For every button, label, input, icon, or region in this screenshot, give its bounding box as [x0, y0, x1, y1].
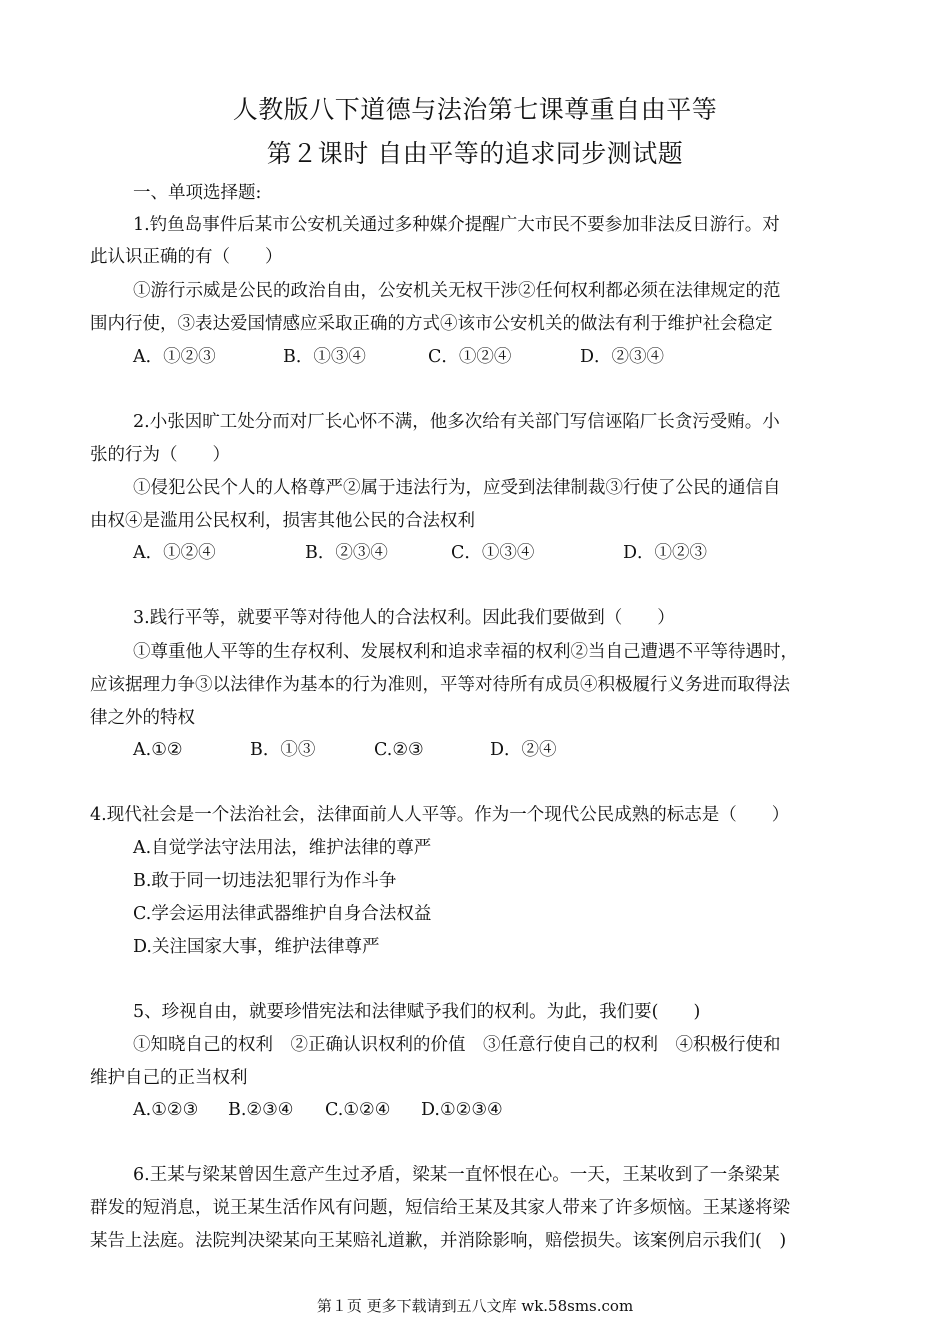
option-b: B．①③④ [283, 347, 366, 367]
option-d: D．①②③ [623, 543, 708, 563]
question-statements: 应该据理力争③以法律作为基本的行为准则，平等对待所有成员④积极履行义务进而取得法 [90, 675, 790, 695]
question-stem: 2.小张因旷工处分而对厂长心怀不满，他多次给有关部门写信诬陷厂长贪污受贿。小 [133, 412, 780, 432]
option-a: A.自觉学法守法用法，维护法律的尊严 [133, 838, 432, 858]
option-a: A．①②④ [133, 543, 216, 563]
option-b: B．①③ [250, 740, 316, 760]
document-subtitle: 第２课时 自由平等的追求同步测试题 [266, 139, 684, 168]
option-c: C.学会运用法律武器维护自身合法权益 [133, 904, 432, 924]
option-c: C．①③④ [451, 543, 535, 563]
question-statements: 维护自己的正当权利 [90, 1068, 248, 1088]
question-stem: 群发的短消息，说王某生活作风有问题，短信给王某及其家人带来了许多烦恼。王某遂将梁 [90, 1198, 790, 1218]
answer-options [133, 345, 870, 369]
option-d: D.关注国家大事，维护法律尊严 [133, 937, 380, 957]
question-stem: 此认识正确的有（ ） [90, 247, 283, 267]
document-title: 人教版八下道德与法治第七课尊重自由平等 [232, 95, 718, 124]
option-a: A.①② [133, 740, 183, 760]
question-stem: 某告上法庭。法院判决梁某向王某赔礼道歉，并消除影响，赔偿损失。该案例启示我们( ) [90, 1231, 787, 1251]
answer-options [133, 541, 870, 565]
answer-options [133, 1098, 870, 1122]
option-d: D.①②③④ [421, 1100, 503, 1120]
question-stem: 6.王某与梁某曾因生意产生过矛盾，梁某一直怀恨在心。一天，王某收到了一条梁某 [133, 1165, 780, 1185]
question-statements: ①尊重他人平等的生存权利、发展权利和追求幸福的权利②当自己遭遇不平等待遇时， [133, 642, 798, 662]
option-a: A．①②③ [133, 347, 216, 367]
question-statements: 由权④是滥用公民权利，损害其他公民的合法权利 [90, 511, 475, 531]
question-stem: 1.钓鱼岛事件后某市公安机关通过多种媒介提醒广大市民不要参加非法反日游行。对 [133, 215, 780, 235]
page-footer: 第１页 更多下载请到五八文库 wk.58sms.com [316, 1297, 634, 1315]
option-c: C.②③ [374, 740, 424, 760]
question-stem: 3.践行平等，就要平等对待他人的合法权利。因此我们要做到（ ） [133, 608, 675, 628]
option-b: B.②③④ [228, 1100, 294, 1120]
question-statements: ①游行示威是公民的政治自由，公安机关无权干涉②任何权利都必须在法律规定的范 [133, 281, 781, 301]
question-stem: 张的行为（ ） [90, 445, 230, 465]
question-statements: ①知晓自己的权利 ②正确认识权利的价值 ③任意行使自己的权利 ④积极行使和 [133, 1035, 781, 1055]
option-c: C．①②④ [428, 347, 512, 367]
option-c: C.①②④ [325, 1100, 391, 1120]
option-d: D．②④ [490, 740, 557, 760]
question-stem: 4.现代社会是一个法治社会，法律面前人人平等。作为一个现代公民成熟的标志是（ ） [90, 805, 790, 825]
option-a: A.①②③ [133, 1100, 199, 1120]
question-statements: 律之外的特权 [90, 708, 195, 728]
option-b: B.敢于同一切违法犯罪行为作斗争 [133, 871, 397, 891]
section-heading: 一、单项选择题: [133, 183, 262, 203]
option-d: D．②③④ [580, 347, 665, 367]
question-statements: ①侵犯公民个人的人格尊严②属于违法行为，应受到法律制裁③行使了公民的通信自 [133, 478, 781, 498]
option-b: B．②③④ [305, 543, 388, 563]
question-stem: 5、珍视自由，就要珍惜宪法和法律赋予我们的权利。为此，我们要( ) [133, 1002, 701, 1022]
question-statements: 围内行使，③表达爱国情感应采取正确的方式④该市公安机关的做法有利于维护社会稳定 [90, 314, 773, 334]
answer-options [133, 738, 870, 762]
